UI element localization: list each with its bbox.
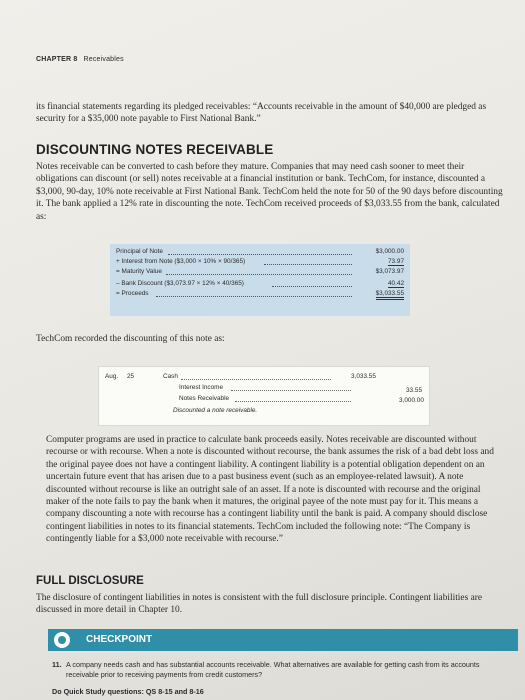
chapter-number: CHAPTER 8 (36, 56, 78, 63)
proceeds-calculation-box (110, 244, 410, 316)
journal-day: 25 (127, 373, 135, 380)
calc-row: – Bank Discount ($3,073.97 × 12% × 40/365) 40.42 (116, 280, 404, 287)
discounting-paragraph: Notes receivable can be converted to cash before they mature. Companies that may need cash sooner to meet their obligations can discount (or sell) notes receivable at a financial institution or bank. TechCom, for instance, discounted a $3,000, 90-day, 10% note receivable at First National Bank. TechCom held the note for 50 of the 90 days before discounting it. The bank applied a 12% rate in discounting the note. TechCom received proceeds of $3,033.55 from the bank, calculated as: (36, 162, 503, 222)
journal-credit1-account: Interest Income (179, 384, 224, 391)
checkpoint-icon (54, 632, 70, 648)
journal-intro: TechCom recorded the discounting of this note as: (36, 334, 225, 344)
journal-credit2-account: Notes Receivable (179, 395, 230, 402)
full-disclosure-paragraph: The disclosure of contingent liabilities in notes is consistent with the full disclosure principle. Contingent liabilities are discussed in more detail in Chapter 10. (36, 593, 483, 616)
journal-entry (98, 366, 430, 426)
section-heading-full-disclosure: FULL DISCLOSURE (36, 575, 144, 587)
journal-month: Aug. (105, 373, 119, 380)
checkpoint-banner (48, 629, 518, 651)
chapter-header (36, 56, 124, 63)
quick-study-reference: Do Quick Study questions: QS 8-15 and 8-16 (52, 687, 204, 696)
calc-row: + Interest from Note ($3,000 × 10% × 90/365) 73.97 (116, 258, 404, 265)
calc-row: = Maturity Value $3,073.97 (116, 268, 404, 275)
calc-row: = Proceeds $3,033.55 (116, 290, 404, 299)
calc-row: Principal of Note $3,000.00 (116, 248, 404, 255)
journal-debit-amount: 3,033.55 (351, 373, 376, 380)
question-text: A company needs cash and has substantial accounts receivable. What alternatives are available for getting cash from its accounts receivable prior to receiving payments from credit customers? (66, 660, 480, 679)
checkpoint-title: CHECKPOINT (86, 634, 153, 645)
section-heading-discounting: DISCOUNTING NOTES RECEIVABLE (36, 142, 274, 157)
question-number: 11. (52, 660, 62, 669)
checkpoint-question (52, 660, 506, 680)
journal-explanation: Discounted a note receivable. (173, 407, 258, 414)
journal-credit2-amount: 3,000.00 (399, 397, 424, 404)
chapter-title: Receivables (83, 56, 124, 63)
journal-credit1-amount: 33.55 (406, 387, 422, 394)
journal-debit-account: Cash (163, 373, 178, 380)
recourse-paragraph: Computer programs are used in practice to calculate bank proceeds easily. Notes receivable are discounted without recourse or with recourse. When a note is discounted without recourse, the bank assumes the risk of a bad debt loss and the original payee does not have a contingent liability. A contingent liability is a potential obligation dependent on an uncertain future event that has arisen due to a past business event (such as an employee-related lawsuit). A note discounted without recourse is like an outright sale of an asset. If a note is discounted with recourse and the original maker of the note fails to pay the bank when it matures, the original payee of the note must pay for it. This means a company discounting a note with recourse has a contingent liability until the bank is paid. A company should disclose contingent liabilities in notes to its financial statements. TechCom included the following note: “The Company is contingently liable for a $3,000 note receivable with recourse.” (46, 435, 494, 545)
intro-paragraph: its financial statements regarding its pledged receivables: “Accounts receivable in the amount of $40,000 are pledged as security for a $35,000 note payable to First National Bank.” (36, 102, 487, 125)
